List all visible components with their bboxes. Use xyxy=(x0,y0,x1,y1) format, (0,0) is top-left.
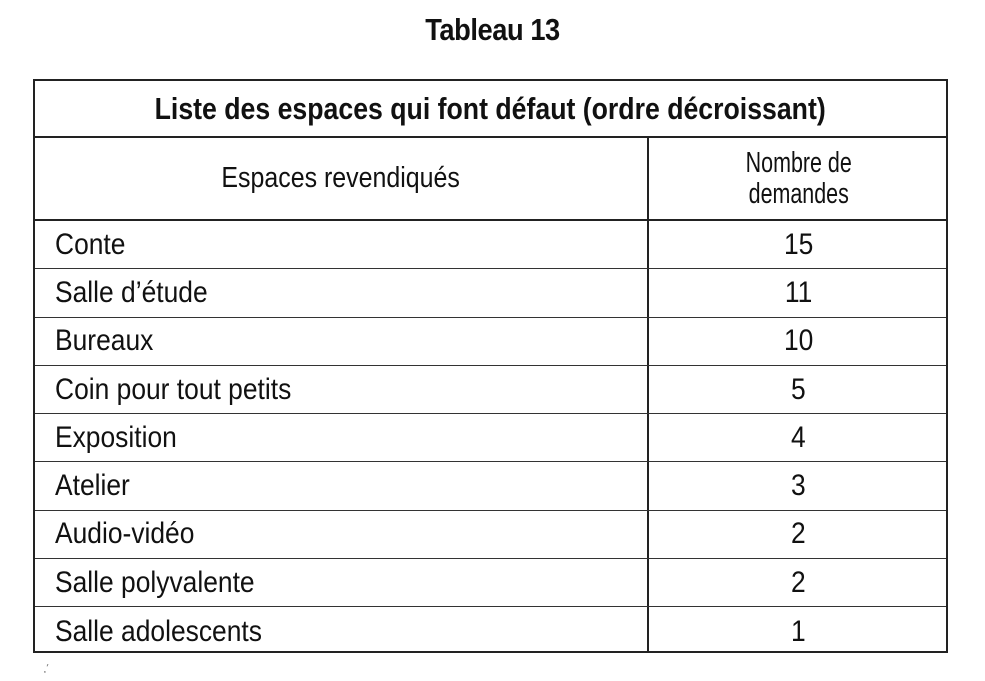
spaces-table xyxy=(33,79,948,653)
table-row xyxy=(35,462,946,510)
count-cell: 1 xyxy=(791,614,806,648)
count-cell: 3 xyxy=(791,469,806,503)
table-row xyxy=(35,269,946,317)
space-cell: Bureaux xyxy=(55,324,154,358)
column-header-count-line2: demandes xyxy=(748,177,849,210)
space-cell: Exposition xyxy=(55,420,177,454)
column-header-space: Espaces revendiqués xyxy=(221,162,461,194)
count-cell: 2 xyxy=(791,565,806,599)
space-cell: Conte xyxy=(55,227,126,261)
count-cell: 10 xyxy=(783,324,814,358)
column-header-count-line1: Nombre de xyxy=(745,146,852,179)
table-row xyxy=(35,366,946,414)
space-cell: Salle d’étude xyxy=(55,275,208,309)
table-row xyxy=(35,414,946,462)
count-cell: 15 xyxy=(783,227,814,261)
table-heading xyxy=(35,81,946,138)
page-title: Tableau 13 xyxy=(425,12,560,47)
count-cell: 4 xyxy=(791,420,806,454)
space-cell: Salle adolescents xyxy=(55,614,262,648)
space-cell: Audio-vidéo xyxy=(55,517,195,551)
count-cell: 11 xyxy=(784,275,813,309)
table-heading-text: Liste des espaces qui font défaut (ordre décroissant) xyxy=(154,90,827,126)
count-cell: 5 xyxy=(791,372,806,406)
scan-speck: ·ˊ xyxy=(39,660,54,680)
table-row xyxy=(35,318,946,366)
space-cell: Atelier xyxy=(55,469,130,503)
table-row xyxy=(35,607,946,655)
table-row xyxy=(35,221,946,269)
space-cell: Coin pour tout petits xyxy=(55,372,292,406)
table-body xyxy=(35,221,946,656)
column-header-count xyxy=(649,138,948,219)
table-row xyxy=(35,559,946,607)
table-row xyxy=(35,511,946,559)
count-cell: 2 xyxy=(791,517,806,551)
column-header-row xyxy=(35,138,946,221)
space-cell: Salle polyvalente xyxy=(55,565,255,599)
